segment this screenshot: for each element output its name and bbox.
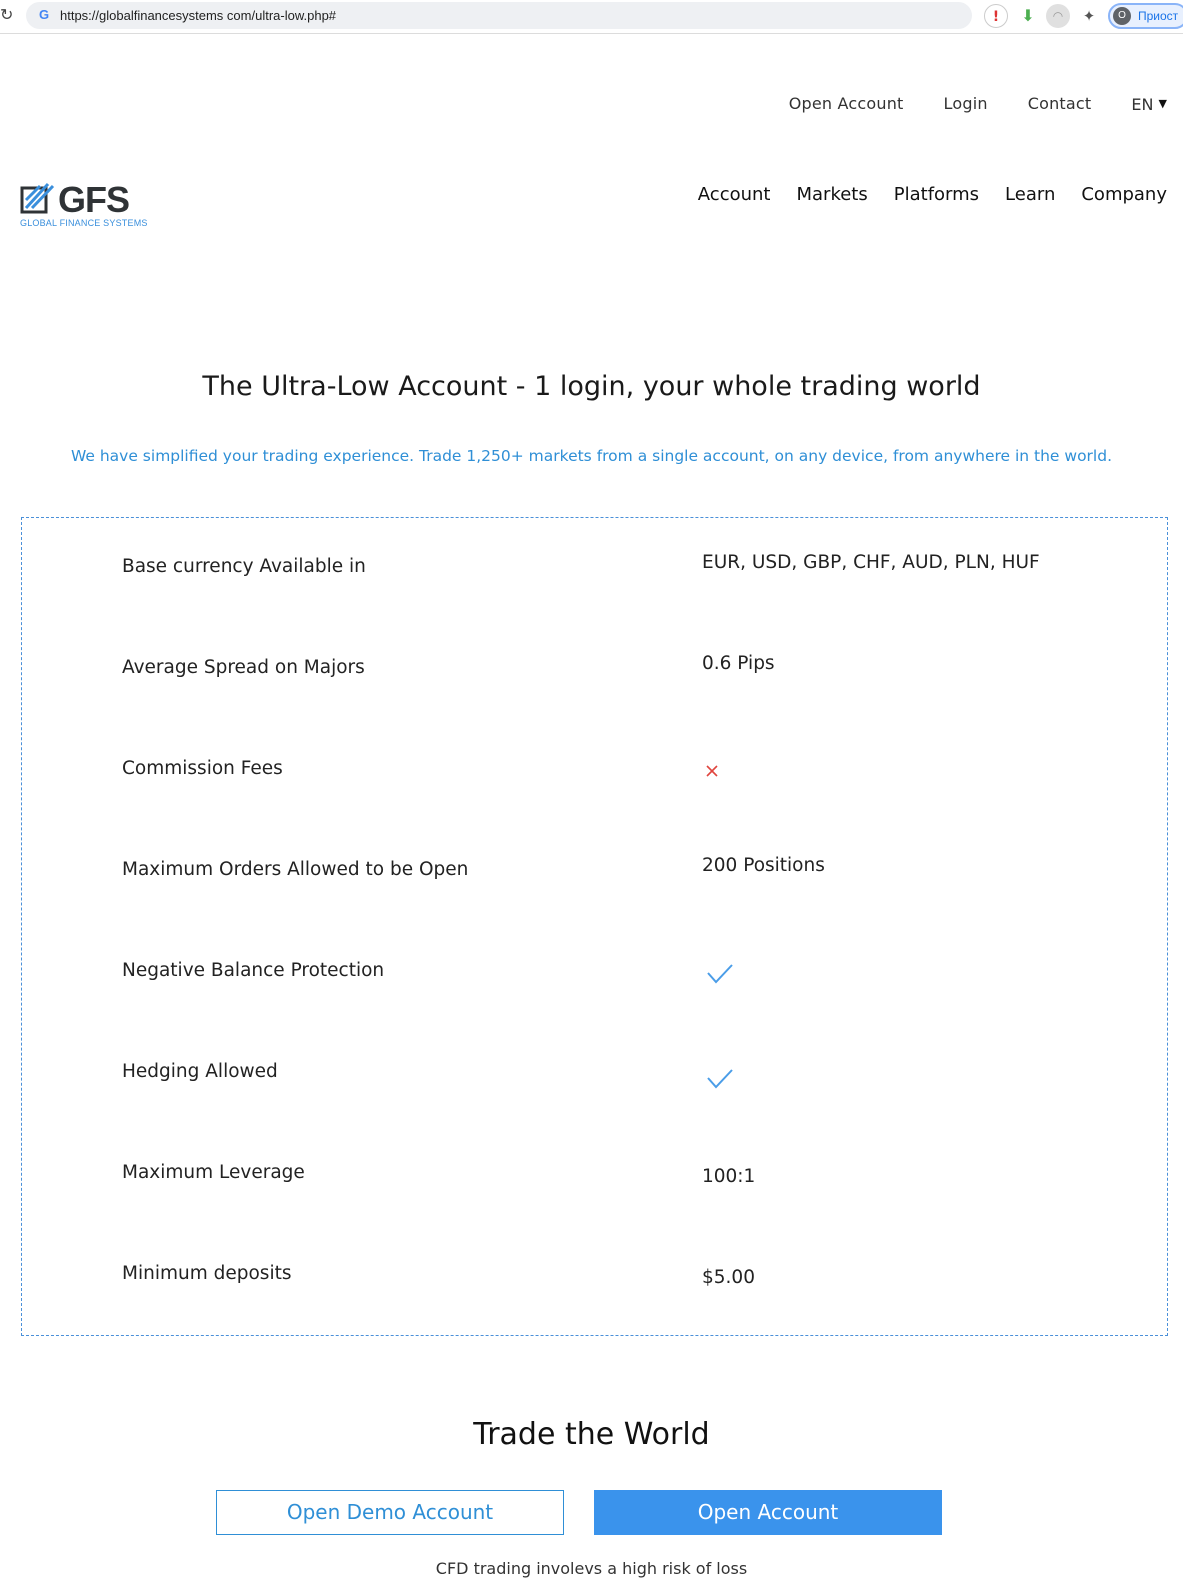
address-bar[interactable]: [26, 2, 972, 29]
check-icon: [706, 963, 734, 985]
feature-label: Negative Balance Protection: [122, 960, 385, 981]
feature-label: Minimum deposits: [122, 1263, 292, 1284]
cta-title: Trade the World: [473, 1417, 710, 1452]
feature-row: [22, 753, 1167, 813]
top-nav-open-account[interactable]: Open Account: [788, 94, 904, 113]
main-nav: [698, 180, 1167, 210]
account-features-box: [21, 517, 1168, 1336]
top-nav-login[interactable]: Login: [943, 94, 988, 113]
feature-value: 200 Positions: [702, 855, 825, 876]
feature-row: [22, 1258, 1167, 1318]
site-logo[interactable]: [20, 180, 160, 232]
profile-label: Приост: [1138, 9, 1179, 23]
main-nav-learn[interactable]: Learn: [1005, 184, 1056, 205]
feature-row: [22, 955, 1167, 1015]
top-nav-contact[interactable]: Contact: [1027, 94, 1092, 113]
caret-down-icon: ▼: [1158, 97, 1167, 110]
main-nav-account[interactable]: Account: [697, 184, 771, 205]
feature-row: [22, 1157, 1167, 1217]
check-icon: [706, 1068, 734, 1090]
language-selector[interactable]: [1131, 92, 1167, 116]
feature-row: [22, 854, 1167, 914]
logo-tagline: GLOBAL FINANCE SYSTEMS: [20, 218, 148, 228]
reload-icon[interactable]: ↻: [0, 5, 14, 24]
page-title: The Ultra-Low Account - 1 login, your whole trading world: [202, 371, 981, 402]
avatar: O: [1113, 7, 1131, 25]
main-nav-markets[interactable]: Markets: [796, 184, 868, 205]
feature-label: Maximum Orders Allowed to be Open: [122, 859, 469, 880]
main-nav-company[interactable]: Company: [1081, 184, 1167, 205]
feature-label: Base currency Available in: [122, 556, 366, 577]
feature-row: [22, 1056, 1167, 1116]
open-account-button[interactable]: Open Account: [594, 1490, 942, 1535]
extension-pin-icon[interactable]: !: [984, 4, 1008, 28]
risk-notice: CFD trading involevs a high risk of loss: [435, 1559, 748, 1578]
page-subtitle: We have simplified your trading experience. Trade 1,250+ markets from a single account, on any device, from anywhere in the world.: [70, 447, 1113, 465]
language-label: EN: [1131, 95, 1154, 114]
top-utility-nav: [789, 92, 1167, 116]
logo-mark-icon: [20, 180, 56, 216]
feature-value: $5.00: [702, 1267, 755, 1288]
extension-download-icon[interactable]: ⬇: [1021, 6, 1035, 25]
browser-toolbar: [0, 0, 1183, 34]
feature-value: 100:1: [702, 1166, 756, 1187]
google-icon: G: [38, 7, 50, 22]
feature-label: Hedging Allowed: [122, 1061, 278, 1082]
open-demo-account-button[interactable]: Open Demo Account: [216, 1490, 564, 1535]
main-nav-platforms[interactable]: Platforms: [893, 184, 980, 205]
extensions-puzzle-icon[interactable]: ✦: [1082, 7, 1096, 25]
url-text[interactable]: https://globalfinancesystems com/ultra-low.php#: [60, 8, 337, 23]
feature-label: Maximum Leverage: [122, 1162, 305, 1183]
feature-label: Commission Fees: [122, 758, 283, 779]
profile-button[interactable]: [1108, 3, 1183, 29]
logo-wordmark: GFS: [58, 179, 130, 220]
feature-value: EUR, USD, GBP, CHF, AUD, PLN, HUF: [702, 552, 1040, 573]
feature-value: 0.6 Pips: [702, 653, 775, 674]
feature-row: [22, 551, 1167, 611]
feature-row: [22, 652, 1167, 712]
cross-icon: [704, 763, 720, 779]
extension-shield-icon[interactable]: ◠: [1046, 4, 1070, 28]
feature-label: Average Spread on Majors: [122, 657, 365, 678]
